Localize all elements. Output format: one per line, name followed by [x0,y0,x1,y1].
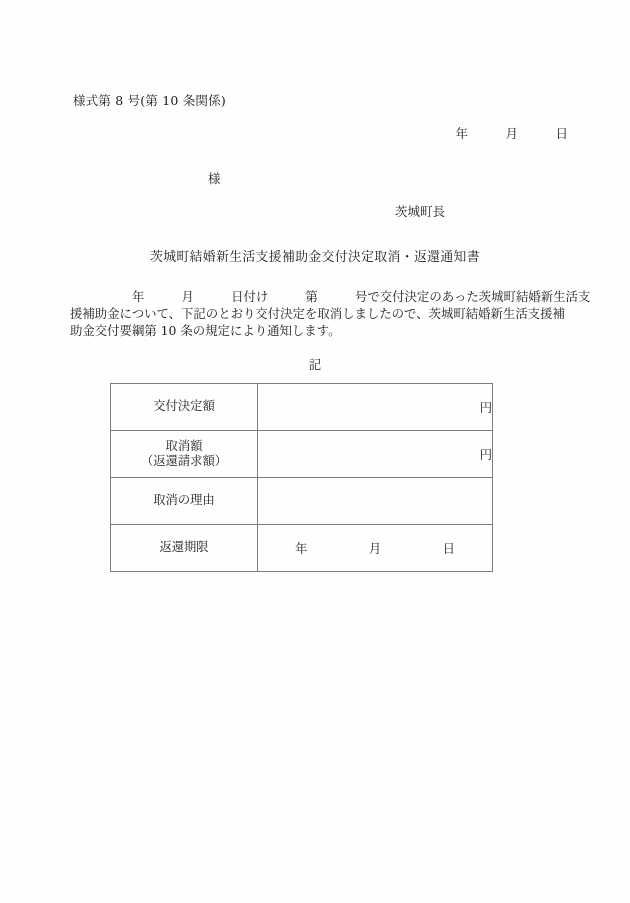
row-value[interactable]: 年 月 日 [258,525,493,572]
details-table [110,383,493,572]
body-line: 年 月 日付け 第 号で交付決定のあった茨城町結婚新生活支 [70,289,591,304]
row-value[interactable]: 円 [258,431,493,478]
row-label [111,384,258,431]
row-label-line1: 交付決定額 [153,399,215,414]
row-label-line1: 取消額 [165,438,203,453]
date-line: 年 月 日 [455,126,568,141]
row-value[interactable] [258,478,493,525]
row-label [111,525,258,572]
addressee-honorific: 様 [208,171,221,186]
table-row [111,384,493,431]
row-label-line2: （返還請求額） [140,454,228,468]
body-paragraph [70,288,591,340]
row-label [111,431,258,478]
row-label [111,478,258,525]
row-label-line1: 取消の理由 [153,493,215,508]
table-row [111,431,493,478]
details-table-wrapper [110,383,490,572]
ki-marker: 記 [308,357,322,372]
document-title: 茨城町結婚新生活支援補助金交付決定取消・返還通知書 [150,250,480,265]
table-row [111,525,493,572]
issuer-name: 茨城町長 [394,204,445,219]
row-value[interactable]: 円 [258,384,493,431]
form-number: 様式第 8 号(第 10 条関係) [73,93,226,108]
row-label-line1: 返還期限 [159,540,209,555]
table-row [111,478,493,525]
body-line: 援補助金について、下記のとおり交付決定を取消しましたので、茨城町結婚新生活支援補 [70,306,565,322]
body-line: 助金交付要綱第 10 条の規定により通知します。 [70,323,341,339]
